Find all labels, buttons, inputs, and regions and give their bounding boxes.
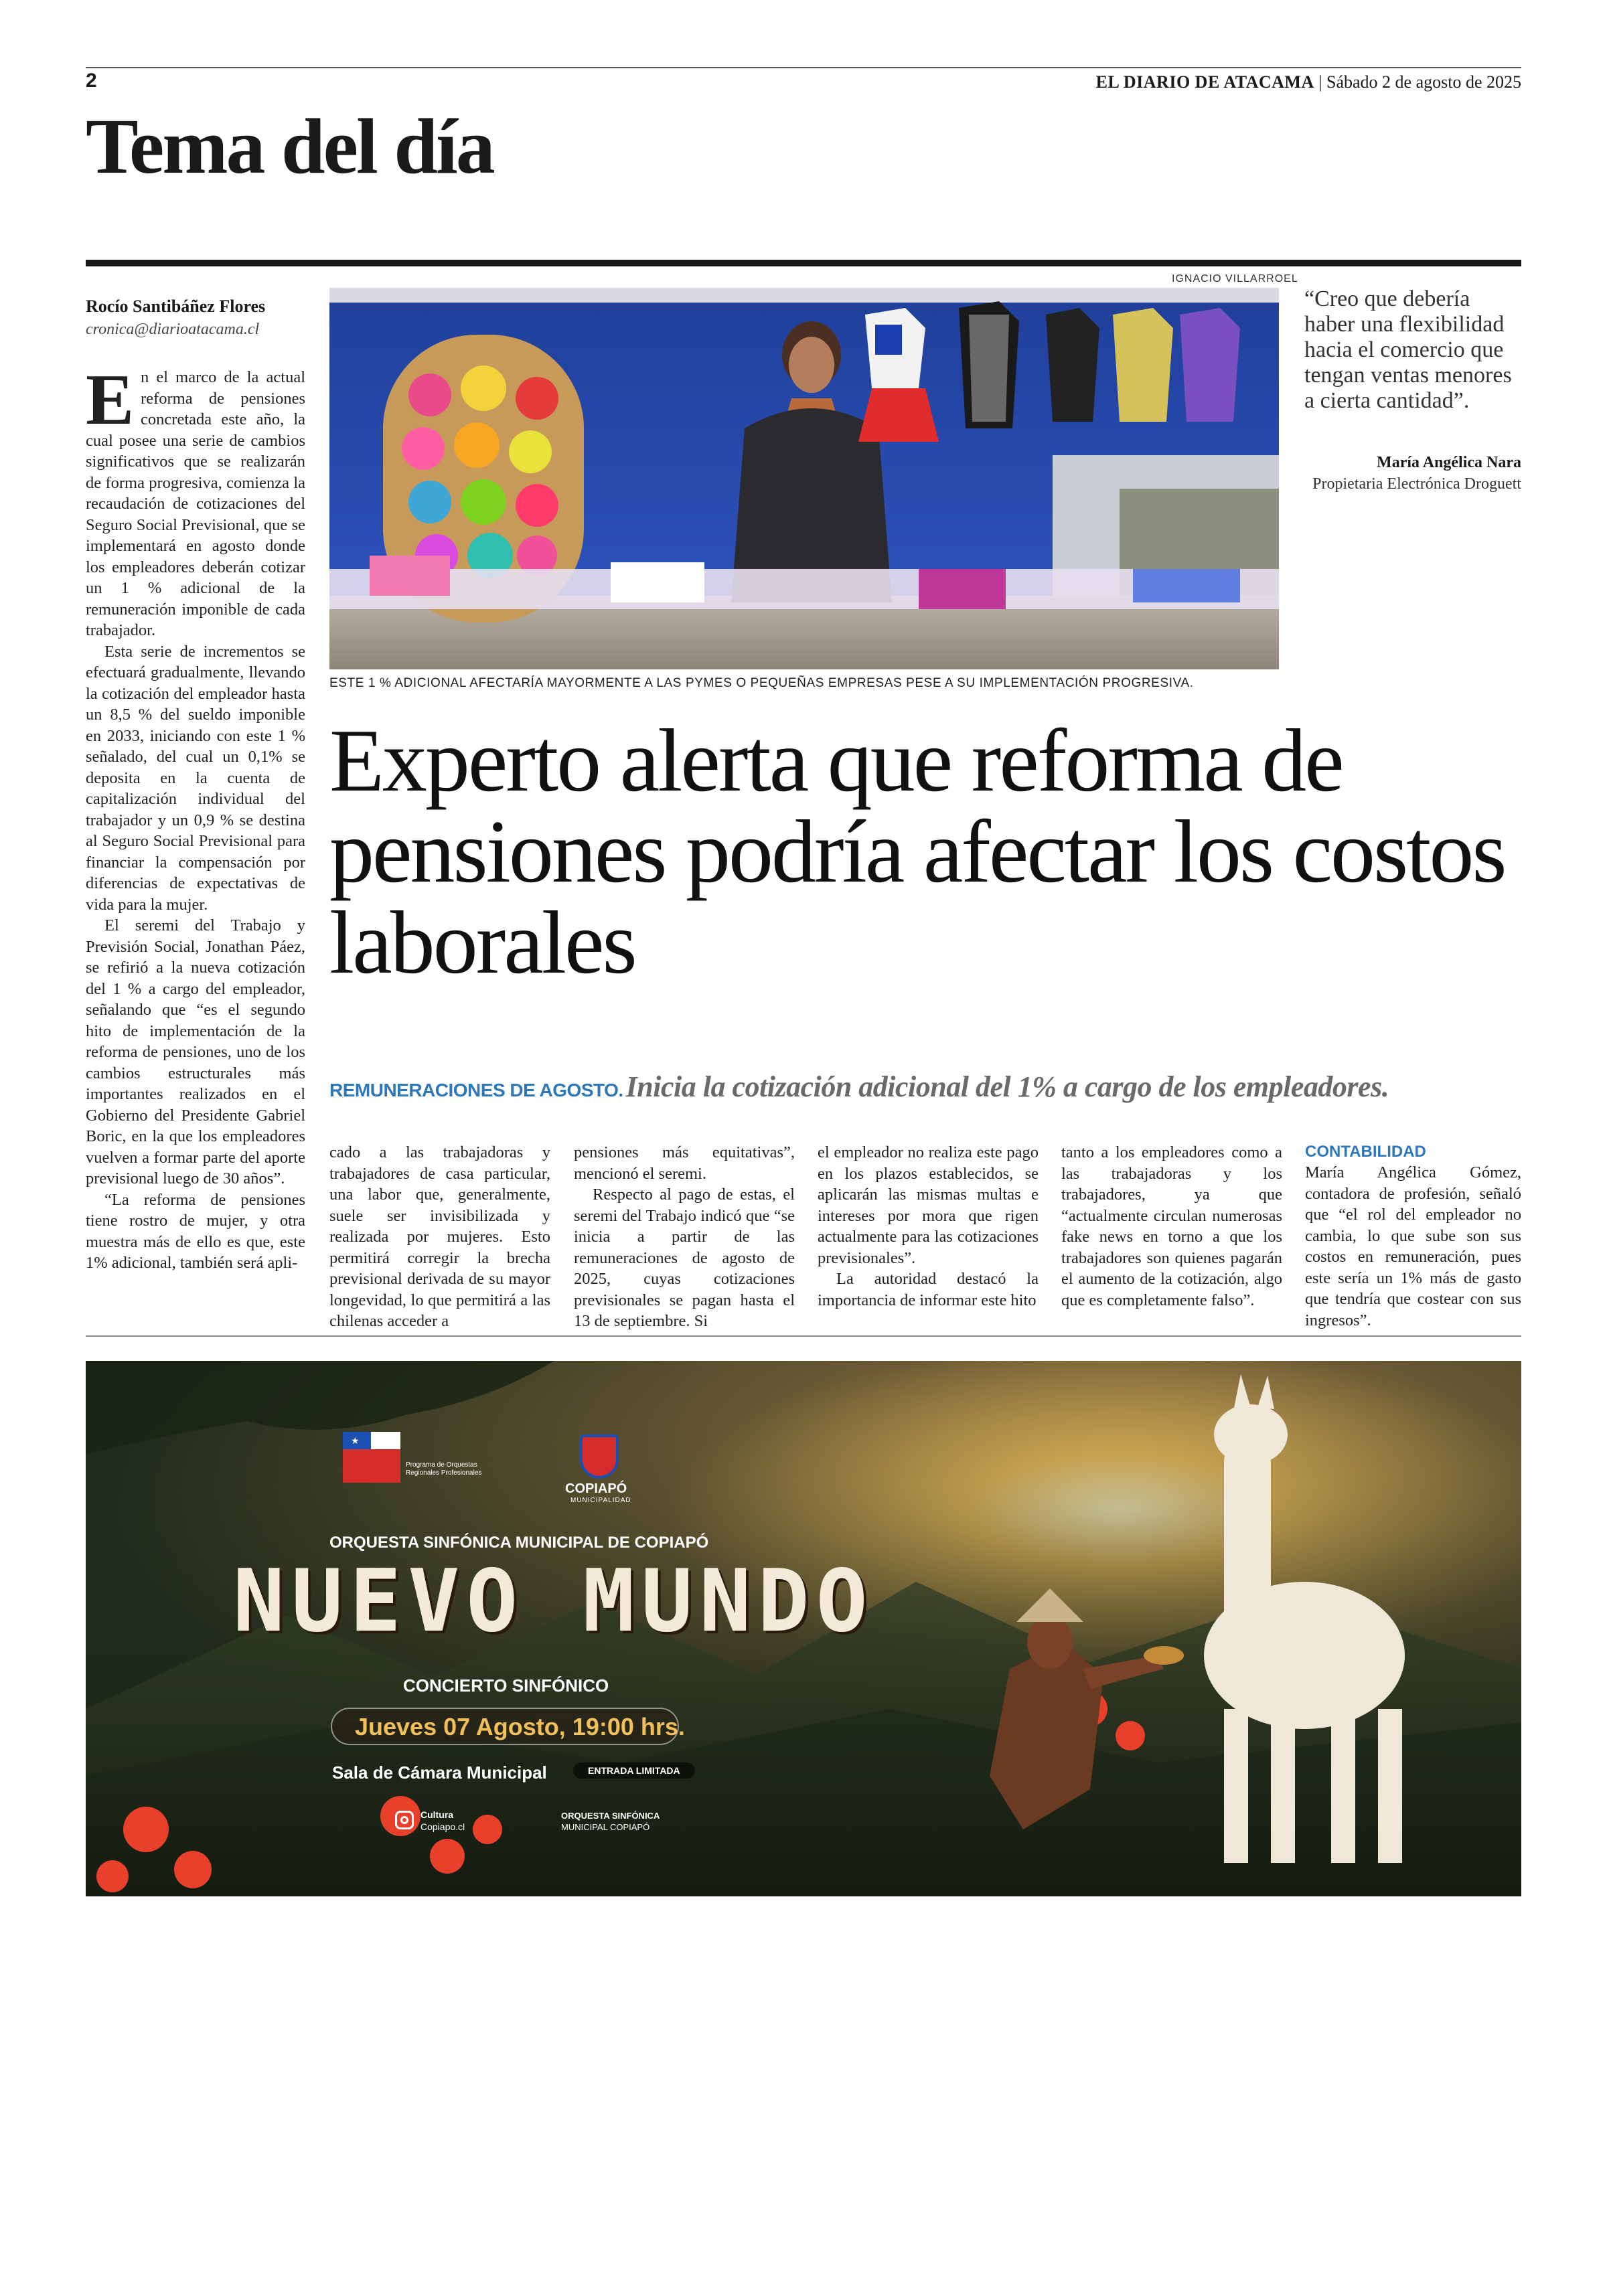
paper-name: EL DIARIO DE ATACAMA bbox=[1095, 72, 1314, 92]
paper-info bbox=[1096, 72, 1521, 92]
top-rule bbox=[86, 67, 1521, 68]
article-column-1 bbox=[86, 360, 305, 1274]
paragraph: Esta serie de incrementos se efectuará gradualmente, llevando la cotización del empleador hasta un 8,5 % del sueldo imponible en 2033, iniciando con este 1 % señalado, del cual un 0,1% se deposita en la cuenta de capitalización individual del trabajador y un 0,9 % se destina al Seguro Social Previsional para financiar la compensación por diferencias de expectativas de vida para la mujer. bbox=[86, 642, 305, 914]
article-column-4 bbox=[818, 1142, 1039, 1311]
article-column-2 bbox=[329, 1142, 550, 1332]
concert-subtitle: CONCIERTO SINFÓNICO bbox=[403, 1675, 609, 1696]
quote-author-role: Propietaria Electrónica Droguett bbox=[1312, 475, 1521, 493]
article-column-3 bbox=[574, 1142, 795, 1332]
social-handle-1-line1: Cultura bbox=[420, 1809, 453, 1820]
kicker-text: Inicia la cotización adicional del 1% a cargo de los empleadores. bbox=[625, 1070, 1389, 1103]
photo-caption: ESTE 1 % ADICIONAL AFECTARÍA MAYORMENTE A LAS PYMES O PEQUEÑAS EMPRESAS PESE A SU IMPLEMENTACIÓN PROGRESIVA. bbox=[329, 676, 1194, 690]
social-handle-1-line2: Copiapo.cl bbox=[420, 1821, 465, 1832]
quote-author: María Angélica Nara bbox=[1377, 454, 1521, 471]
paragraph: “La reforma de pensiones tiene rostro de mujer, y otra muestra más de ello es que, este 1% adicional, también será apli- bbox=[86, 1190, 305, 1272]
kicker-label: REMUNERACIONES DE AGOSTO. bbox=[329, 1080, 623, 1100]
concert-advertisement[interactable] bbox=[86, 1361, 1521, 1896]
paragraph: pensiones más equitativas”, mencionó el seremi. bbox=[574, 1143, 795, 1183]
pull-quote: “Creo que debería haber una flexibilidad hacia el comercio que tengan ventas menores a cierta cantidad”. bbox=[1304, 286, 1512, 413]
government-logo bbox=[343, 1432, 400, 1483]
social-handle-2-line1: ORQUESTA SINFÓNICA bbox=[561, 1811, 660, 1821]
paragraph: María Angélica Gómez, contadora de profesión, señaló que “el rol del empleador no cambia, lo que sube son sus costos en remuneración, pues este sería un 1% más de gasto que tendría que costear con sus ingresos”. bbox=[1305, 1163, 1521, 1329]
concert-title: NUEVO MUNDO bbox=[233, 1552, 874, 1651]
article-bottom-rule bbox=[86, 1335, 1521, 1337]
orchestra-name: ORQUESTA SINFÓNICA MUNICIPAL DE COPIAPÓ bbox=[329, 1534, 709, 1552]
subhead-contabilidad: CONTABILIDAD bbox=[1305, 1143, 1426, 1161]
kicker bbox=[329, 1070, 1528, 1104]
section-rule bbox=[86, 260, 1521, 266]
paragraph: Respecto al pago de estas, el seremi del Trabajo indicó que “se inicia a partir de las remuneraciones de agosto de 2025, cuyas cotizaciones previsionales se pagan hasta el 13 de septiembre. Si bbox=[574, 1185, 795, 1330]
issue-date: Sábado 2 de agosto de 2025 bbox=[1326, 72, 1521, 92]
municipality-shield-icon bbox=[580, 1434, 619, 1479]
paragraph: La autoridad destacó la importancia de informar este hito bbox=[818, 1270, 1039, 1309]
page-number: 2 bbox=[86, 70, 97, 92]
byline-email[interactable]: cronica@diarioatacama.cl bbox=[86, 321, 260, 338]
header-separator: | bbox=[1318, 72, 1322, 92]
article-column-5 bbox=[1061, 1142, 1282, 1311]
paragraph: El seremi del Trabajo y Previsión Social, Jonathan Páez, se refirió a la nueva cotización del 1 % a cargo del empleador, señalando que “es el segundo hito de implementación de la reforma de pensiones, uno de los cambios estructurales más importantes realizados en el Gobierno del Presidente Gabriel Boric, en la que los empleadores vuelven a formar parte del aporte previsional luego de 30 años”. bbox=[86, 916, 305, 1187]
paragraph: el empleador no realiza este pago en los plazos establecidos, se aplicarán las mismas multas e intereses por mora que rigen actualmente para las cotizaciones previsionales”. bbox=[818, 1143, 1039, 1267]
market-stall-photo bbox=[329, 288, 1279, 669]
article-column-6 bbox=[1305, 1142, 1521, 1331]
section-title: Tema del día bbox=[86, 102, 493, 190]
instagram-icon bbox=[395, 1811, 414, 1829]
municipality-label: MUNICIPALIDAD bbox=[570, 1497, 631, 1504]
star-icon: ★ bbox=[351, 1437, 360, 1447]
dropcap: E bbox=[86, 360, 135, 440]
paragraph: cado a las trabajadoras y trabajadores de casa particular, una labor que, generalmente, suele ser invisibilizada y realizada por mujeres. Esto permitirá corregir la brecha previsional derivada de su mayor longevidad, lo que permitirá a las chilenas acceder a bbox=[329, 1143, 550, 1330]
paragraph: n el marco de la actual reforma de pensiones concretada este año, la cual posee una serie de cambios significativos que se realizarán de forma progresiva, comienza la recaudación de cotizaciones del Seguro Social Previsional, que se implementará en agosto donde los empleadores deberán cotizar un 1 % adicional de la remuneración imponible de cada trabajador. bbox=[86, 368, 305, 639]
entry-badge: ENTRADA LIMITADA bbox=[573, 1762, 695, 1779]
photo-credit: IGNACIO VILLARROEL bbox=[1172, 273, 1298, 284]
concert-datetime: Jueves 07 Agosto, 19:00 hrs. bbox=[355, 1713, 685, 1740]
government-logo-text: Programa de Orquestas Regionales Profesionales bbox=[406, 1461, 482, 1477]
concert-venue: Sala de Cámara Municipal bbox=[332, 1762, 547, 1783]
municipality-name: COPIAPÓ bbox=[565, 1481, 627, 1496]
byline-author: Rocío Santibáñez Flores bbox=[86, 297, 266, 316]
social-handle-2-line2: MUNICIPAL COPIAPÓ bbox=[561, 1822, 650, 1832]
headline: Experto alerta que reforma de pensiones podría afectar los costos laborales bbox=[329, 711, 1505, 992]
paragraph: tanto a los empleadores como a las trabajadoras y los trabajadores, ya que “actualmente circulan numerosas fake news en torno a que los trabajadores son quienes pagarán el aumento de la cotización, algo que es completamente falso”. bbox=[1061, 1143, 1282, 1309]
